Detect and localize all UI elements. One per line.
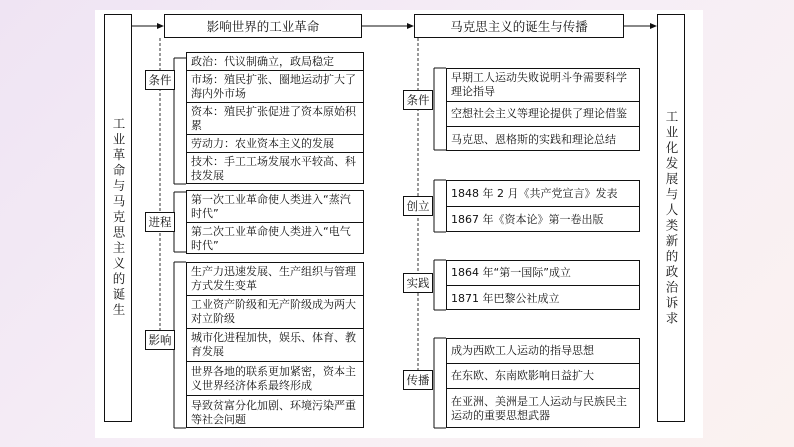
s2-label-spread: 传播 [403, 370, 433, 390]
list-item: 1864 年“第一国际”成立 [447, 261, 639, 286]
s2-label-founding: 创立 [403, 196, 433, 216]
s2-group-spread [446, 338, 640, 428]
s1-label-process: 进程 [145, 212, 175, 232]
list-item: 工业资产阶级和无产阶级成为两大对立阶级 [187, 296, 363, 329]
list-item: 1848 年 2 月《共产党宣言》发表 [447, 181, 639, 207]
list-item: 空想社会主义等理论提供了理论借鉴 [447, 102, 639, 127]
list-item: 在东欧、东南欧影响日益扩大 [447, 364, 639, 389]
list-item: 政治：代议制确立，政局稳定 [187, 53, 363, 71]
list-item: 第一次工业革命使人类进入“蒸汽时代” [187, 191, 363, 223]
section1-title: 影响世界的工业革命 [164, 14, 362, 38]
list-item: 资本：殖民扩张促进了资本原始积累 [187, 103, 363, 135]
list-item: 市场：殖民扩张、圈地运动扩大了海内外市场 [187, 71, 363, 103]
list-item: 世界各地的联系更加紧密，资本主义世界经济体系最终形成 [187, 362, 363, 396]
left-title: 工业革命与马克思主义的诞生 [104, 14, 132, 422]
list-item: 第二次工业革命使人类进入“电气时代” [191, 225, 351, 252]
s1-group-process [186, 190, 364, 254]
right-title: 工业化发展与人类新的政治诉求 [657, 14, 685, 422]
list-item: 城市化进程加快，娱乐、体育、教育发展 [187, 329, 363, 362]
s2-group-practice [446, 260, 640, 310]
list-item: 生产力迅速发展、生产组织与管理方式发生变革 [187, 263, 363, 296]
list-item: 马克思、恩格斯的实践和理论总结 [451, 132, 616, 146]
s2-label-practice: 实践 [403, 273, 433, 293]
s2-group-founding [446, 180, 640, 232]
s2-label-conditions: 条件 [403, 90, 433, 110]
s2-group-conditions [446, 68, 640, 151]
s1-label-impact: 影响 [145, 330, 175, 350]
list-item: 成为西欧工人运动的指导思想 [447, 339, 639, 364]
s1-group-conditions [186, 52, 364, 184]
list-item: 技术：手工工场发展水平较高、科技发展 [191, 155, 356, 182]
list-item: 劳动力：农业资本主义的发展 [187, 135, 363, 153]
section2-title: 马克思主义的诞生与传播 [414, 14, 624, 38]
list-item: 导致贫富分化加剧、环境污染严重等社会问题 [191, 398, 356, 426]
s1-group-impact [186, 262, 364, 428]
list-item: 1871 年巴黎公社成立 [451, 291, 560, 305]
list-item: 早期工人运动失败说明斗争需要科学理论指导 [447, 69, 639, 102]
list-item: 在亚洲、美洲是工人运动与民族民主运动的重要思想武器 [451, 395, 627, 422]
list-item: 1867 年《资本论》第一卷出版 [451, 213, 604, 226]
s1-label-conditions: 条件 [145, 70, 175, 90]
